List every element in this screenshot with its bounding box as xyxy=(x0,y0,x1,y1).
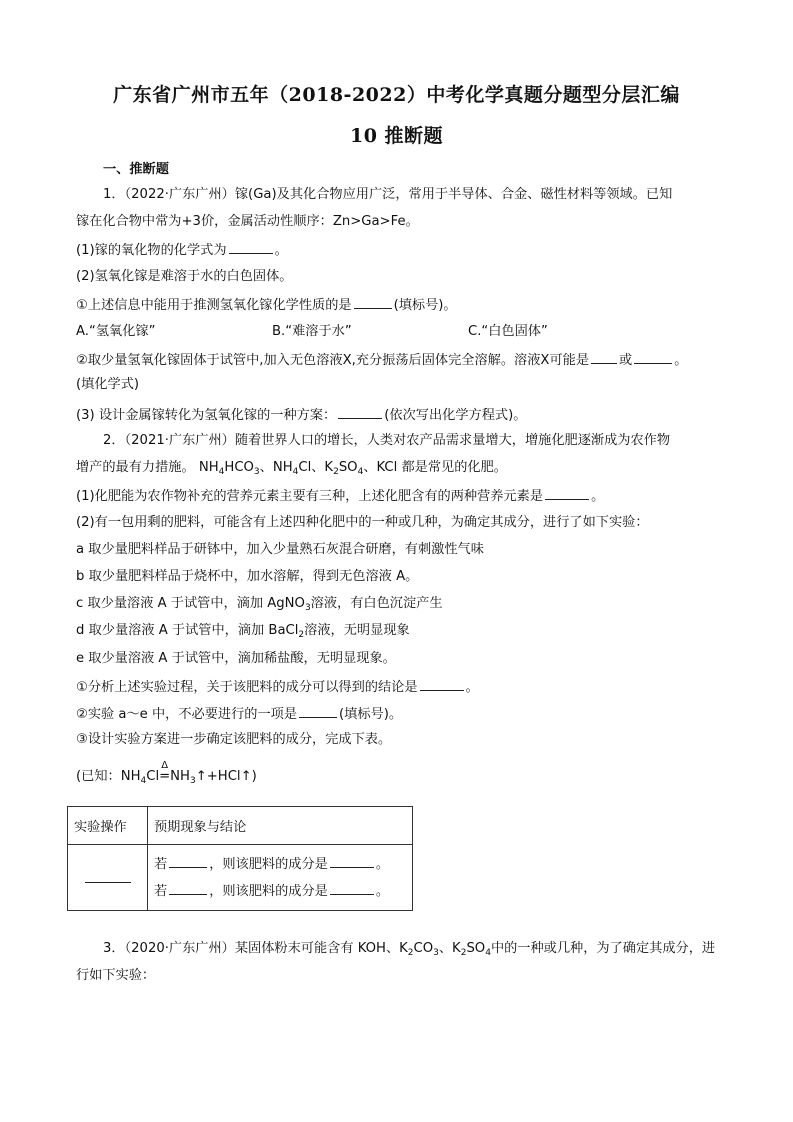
subscript: 4 xyxy=(485,948,491,958)
text: SO xyxy=(338,460,358,475)
text: ，则该肥料的成分是 xyxy=(209,856,328,872)
answer-blank[interactable] xyxy=(330,881,374,895)
q2-result-1-text: ①分析上述实验过程，关于该肥料的成分可以得到的结论是 xyxy=(76,680,418,695)
text: NH xyxy=(170,769,190,784)
subscript: 3 xyxy=(433,948,439,958)
q2-result-2-text: ②实验 a～e 中，不必要进行的一项是 xyxy=(76,707,298,722)
table-row xyxy=(68,845,413,911)
option-c[interactable]: C.“白色固体” xyxy=(468,324,548,339)
text: 3．（2020·广东广州）某固体粉末可能含有 KOH、K xyxy=(103,941,408,956)
answer-blank[interactable] xyxy=(85,869,131,883)
answer-blank[interactable] xyxy=(634,350,672,364)
q1-options xyxy=(76,323,548,341)
text: 若 xyxy=(154,883,168,899)
q2-step-e: e 取少量溶液 A 于试管中，滴加稀盐酸，无明显现象。 xyxy=(76,651,396,666)
q2-result-2-end: (填标号)。 xyxy=(339,707,403,722)
subscript: 4 xyxy=(218,467,225,477)
q1-hint: (填化学式) xyxy=(76,377,140,392)
known-equation xyxy=(76,760,257,786)
q1-part-2-1-text: ①上述信息中能用于推测氢氧化镓化学性质的是 xyxy=(76,298,352,313)
q1-part-2-2 xyxy=(76,350,687,370)
subscript: 4 xyxy=(140,776,147,786)
text: 、KCl 都是常见的化肥。 xyxy=(363,460,507,475)
q1-part-2-1-end: (填标号)。 xyxy=(393,298,457,313)
q1-line-2: 镓在化合物中常为+3价，金属活动性顺序：Zn>Ga>Fe。 xyxy=(76,214,419,229)
answer-blank[interactable] xyxy=(169,881,207,895)
operation-cell xyxy=(68,845,148,911)
q2-line-1: 2．（2021·广东广州）随着世界人口的增长，人类对农产品需求量增大，增施化肥逐渐成为农作物 xyxy=(103,433,671,448)
q2-result-3: ③设计实验方案进一步确定该肥料的成分，完成下表。 xyxy=(76,732,392,747)
subscript: 3 xyxy=(189,776,196,786)
q2-part-1-end: 。 xyxy=(591,489,605,504)
subscript: 2 xyxy=(333,467,339,477)
q1-line-1: 1．（2022·广东广州）镓(Ga)及其化合物应用广泛，常用于半导体、合金、磁性材料等领域。已知 xyxy=(103,187,673,202)
answer-blank[interactable] xyxy=(545,486,589,500)
q2-part-1 xyxy=(76,486,604,506)
text: 溶液，有白色沉淀产生 xyxy=(310,596,443,611)
q2-step-b: b 取少量肥料样品于烧杯中，加水溶解，得到无色溶液 A。 xyxy=(76,569,419,584)
text: 溶液，无明显现象 xyxy=(304,623,410,638)
expectation-cell xyxy=(148,845,413,911)
q1-part-1 xyxy=(76,240,288,260)
text: d 取少量溶液 A 于试管中，滴加 BaCl xyxy=(76,623,299,638)
subscript: 2 xyxy=(407,948,414,958)
text: 、NH xyxy=(259,460,293,475)
q1-part-1-end: 。 xyxy=(274,243,288,258)
text: 、K xyxy=(438,941,461,956)
text: SO xyxy=(466,941,486,956)
expectation-line-1 xyxy=(154,851,412,878)
document-subtitle: 10 推断题 xyxy=(349,125,444,147)
text: (已知：NH xyxy=(76,769,141,784)
q1-part-2-2-or: 或 xyxy=(619,353,633,368)
experiment-table xyxy=(67,806,413,911)
answer-blank[interactable] xyxy=(591,350,617,364)
q2-part-1-text: (1)化肥能为农作物补充的营养元素主要有三种，上述化肥含有的两种营养元素是 xyxy=(76,489,544,504)
text: Cl xyxy=(146,769,160,784)
q1-part-2: (2)氢氧化镓是难溶于水的白色固体。 xyxy=(76,269,293,284)
subscript: 4 xyxy=(357,467,364,477)
q2-result-2 xyxy=(76,704,402,724)
q1-part-3-end: (依次写出化学方程式)。 xyxy=(384,408,527,423)
text: HCO xyxy=(224,460,254,475)
answer-blank[interactable] xyxy=(229,240,273,254)
q2-step-a: a 取少量肥料样品于研钵中，加入少量熟石灰混合研磨，有刺激性气味 xyxy=(76,542,484,557)
delta-sign: Δ xyxy=(161,760,169,771)
q1-part-3-text: (3) 设计金属镓转化为氢氧化镓的一种方案： xyxy=(76,408,337,423)
expectation-line-2 xyxy=(154,878,412,905)
answer-blank[interactable] xyxy=(330,854,374,868)
q2-result-1-end: 。 xyxy=(465,680,479,695)
header-expectation: 预期现象与结论 xyxy=(148,807,413,845)
text: ，则该肥料的成分是 xyxy=(209,883,328,899)
q2-step-c xyxy=(76,595,443,613)
text: 中的一种或几种，为了确定其成分，进 xyxy=(490,941,716,956)
document-title: 广东省广州市五年（2018-2022）中考化学真题分题型分层汇编 xyxy=(113,84,680,106)
q1-part-3 xyxy=(76,405,526,425)
table-header-row xyxy=(68,807,413,845)
section-heading: 一、推断题 xyxy=(103,162,169,177)
q1-part-2-2-end: 。 xyxy=(674,353,688,368)
q2-line-2 xyxy=(76,459,507,477)
q1-part-2-2-text: ②取少量氢氧化镓固体于试管中,加入无色溶液X,充分振荡后固体完全溶解。溶液X可能是 xyxy=(76,353,590,368)
answer-blank[interactable] xyxy=(169,854,207,868)
text: 。 xyxy=(375,883,390,899)
text: c 取少量溶液 A 于试管中，滴加 AgNO xyxy=(76,596,305,611)
heat-symbol xyxy=(159,760,171,786)
subscript: 2 xyxy=(460,948,467,958)
text: ↑+HCl↑) xyxy=(195,769,257,784)
text: 若 xyxy=(154,856,168,872)
q2-result-1 xyxy=(76,677,479,697)
q1-part-2-1 xyxy=(76,295,457,315)
option-b[interactable]: B.“难溶于水” xyxy=(272,324,352,339)
answer-blank[interactable] xyxy=(299,704,337,718)
header-operation: 实验操作 xyxy=(68,807,148,845)
text: Cl、K xyxy=(298,460,334,475)
q3-line-2: 行如下实验： xyxy=(76,968,156,983)
subscript: 2 xyxy=(298,630,305,640)
q3-line-1 xyxy=(103,940,715,958)
q2-part-2: (2)有一包用剩的肥料，可能含有上述四种化肥中的一种或几种，为确定其成分，进行了如下实验： xyxy=(76,515,649,530)
answer-blank[interactable] xyxy=(338,405,382,419)
q2-step-d xyxy=(76,622,410,640)
equals-sign: = xyxy=(159,769,171,784)
option-a[interactable]: A.“氢氧化镓” xyxy=(76,324,156,339)
answer-blank[interactable] xyxy=(420,677,464,691)
text: CO xyxy=(413,941,434,956)
text: 增产的最有力措施。 NH xyxy=(76,460,219,475)
answer-blank[interactable] xyxy=(354,295,392,309)
subscript: 3 xyxy=(304,603,311,613)
q1-part-1-text: (1)镓的氧化物的化学式为 xyxy=(76,243,227,258)
text: 。 xyxy=(375,856,390,872)
subscript: 3 xyxy=(253,467,260,477)
subscript: 4 xyxy=(292,467,299,477)
